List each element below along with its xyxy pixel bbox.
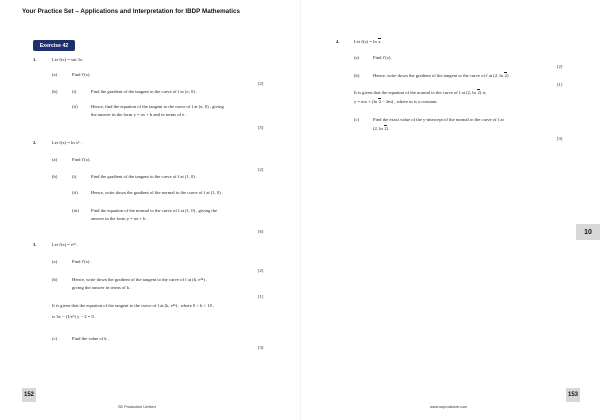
part-text: Hence, write down the gradient of the tangent to the curve of f at (2, ln 2) . xyxy=(373,73,511,78)
part-text: Find f′(x). xyxy=(72,157,91,162)
sqrt-symbol: x xyxy=(378,39,381,44)
part-text: Hence, find the equation of the tangent to the curve of f at (π, 0) , giving xyxy=(91,104,224,109)
part-text: Find f′(x) . xyxy=(72,259,92,264)
question-stem: Let f(x) = ln x . xyxy=(354,39,383,44)
marks: [3] xyxy=(258,345,264,350)
marks: [1] xyxy=(258,294,264,299)
part-label: (b) xyxy=(52,89,58,94)
marks: [2] xyxy=(258,268,264,273)
part-text: answer in the form y = ax + b . xyxy=(91,216,148,221)
sqrt-symbol: 2 xyxy=(378,99,381,104)
subpart-label: (i) xyxy=(72,89,77,94)
subpart-label: (ii) xyxy=(72,104,78,109)
question-number: 2. xyxy=(33,140,37,145)
part-label: (b) xyxy=(52,174,58,179)
question-stem: Let f(x) = e³ˣ . xyxy=(52,242,79,247)
part-text: Find the equation of the normal to the curve of f at (1, 0) , giving the xyxy=(91,208,218,213)
question-stem: Let f(x) = sin 3x . xyxy=(52,57,85,62)
marks: [5] xyxy=(258,125,264,130)
part-label: (b) xyxy=(354,73,360,78)
part-label: (c) xyxy=(354,117,360,122)
marks: [3] xyxy=(557,136,563,141)
marks: [2] xyxy=(557,64,563,69)
given-equation: is 3x − (1/e⁶) y − 2 = 0 . xyxy=(52,314,97,319)
question-number: 1. xyxy=(33,57,37,62)
page-number-left: 152 xyxy=(22,388,36,402)
sqrt-symbol: 2 xyxy=(504,73,507,78)
given-text: It is given that the equation of the normal to the curve of f at (2, ln 2) is xyxy=(354,90,486,95)
part-label: (a) xyxy=(354,55,360,60)
sqrt-symbol: 2 xyxy=(477,90,480,95)
website-footer: www.seprodstore.com xyxy=(430,405,468,409)
part-label: (c) xyxy=(52,336,58,341)
exercise-badge: Exercise 42 xyxy=(33,40,75,51)
marks: [2] xyxy=(258,167,264,172)
marks: [1] xyxy=(557,82,563,87)
marks: [2] xyxy=(258,81,264,86)
part-text: Hence, write down the gradient of the normal to the curve of f at (1, 0) . xyxy=(91,190,224,195)
subpart-label: (i) xyxy=(72,174,77,179)
publisher-footer: SE Production Limited xyxy=(118,405,156,409)
part-text: Find the gradient of the tangent to the curve of f at (1, 0) . xyxy=(91,174,198,179)
part-label: (b) xyxy=(52,277,58,282)
part-text: the answer in the form y = ax + b and in terms of π . xyxy=(91,112,187,117)
page-gutter xyxy=(300,0,301,420)
part-text: giving the answer in terms of k . xyxy=(72,285,132,290)
part-label: (a) xyxy=(52,72,58,77)
chapter-tab: 10 xyxy=(576,224,600,240)
given-text: It is given that the equation of the tangent to the curve of f at (k, e³ᵏ) , where 0 < k < 10 , xyxy=(52,303,215,308)
part-label: (a) xyxy=(52,259,58,264)
subpart-label: (ii) xyxy=(72,190,78,195)
part-text: Find the exact value of the y-intercept of the normal to the curve of f at xyxy=(373,117,504,122)
question-stem: Let f(x) = ln x³ . xyxy=(52,140,82,145)
part-text: Hence, write down the gradient of the tangent to the curve of f at (k, e³ᵏ) , xyxy=(72,277,208,282)
part-text: (2, ln 2) . xyxy=(373,126,391,131)
sqrt-symbol: 2 xyxy=(384,126,387,131)
part-text: Find the value of k . xyxy=(72,336,109,341)
part-text: Find the gradient of the tangent to the curve of f at (π, 0) . xyxy=(91,89,198,94)
given-equation: y = mx + (ln 2 − 2m) , where m is a constant. xyxy=(354,99,438,104)
running-header: Your Practice Set – Applications and Interpretation for IBDP Mathematics xyxy=(22,8,241,15)
subpart-label: (iii) xyxy=(72,208,79,213)
marks: [6] xyxy=(258,229,264,234)
question-number: 4. xyxy=(336,39,340,44)
part-text: Find f′(x). xyxy=(373,55,392,60)
page-number-right: 153 xyxy=(566,388,580,402)
part-text: Find f′(x). xyxy=(72,72,91,77)
part-label: (a) xyxy=(52,157,58,162)
question-number: 3. xyxy=(33,242,37,247)
